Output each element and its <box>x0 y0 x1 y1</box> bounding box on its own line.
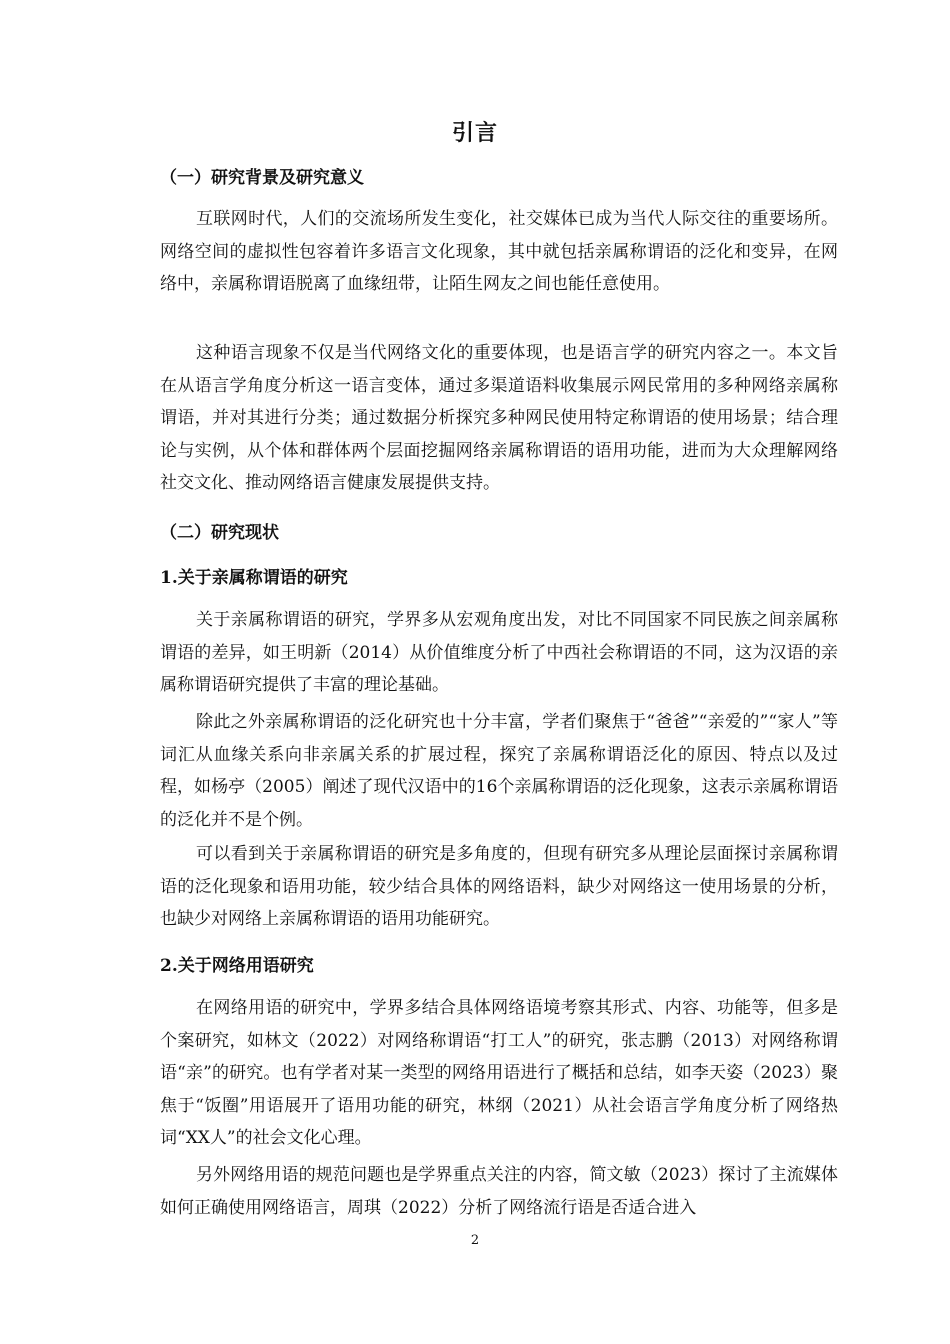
paragraph-internet-1: 在网络用语的研究中，学界多结合具体网络语境考察其形式、内容、功能等，但多是个案研究，如林文（2022）对网络称谓语“打工人”的研究，张志鹏（2013）对网络称谓语“亲”的研究。也有学者对某一类型的网络用语进行了概括和总结，如李天姿（2023）聚焦于“饭圈”用语展开了语用功能的研究，林纲（2021）从社会语言学角度分析了网络热词“XX人”的社会文化心理。 <box>160 998 838 1149</box>
subsection-heading-kinship: 1.关于亲属称谓语的研究 <box>160 568 348 588</box>
page-number: 2 <box>470 1233 480 1248</box>
section-heading-status: （二）研究现状 <box>160 523 279 543</box>
paragraph-internet-2: 另外网络用语的规范问题也是学界重点关注的内容，简文敏（2023）探讨了主流媒体如何正确使用网络语言，周琪（2022）分析了网络流行语是否适合进入 <box>160 1165 838 1218</box>
section-heading-background: （一）研究背景及研究意义 <box>160 168 364 188</box>
paragraph-background-1: 互联网时代，人们的交流场所发生变化，社交媒体已成为当代人际交往的重要场所。网络空间的虚拟性包容着许多语言文化现象，其中就包括亲属称谓语的泛化和变异，在网络中，亲属称谓语脱离了血缘纽带，让陌生网友之间也能任意使用。 <box>160 209 838 295</box>
paragraph-background-2: 这种语言现象不仅是当代网络文化的重要体现，也是语言学的研究内容之一。本文旨在从语言学角度分析这一语言变体，通过多渠道语料收集展示网民常用的多种网络亲属称谓语，并对其进行分类；通过数据分析探究多种网民使用特定称谓语的使用场景；结合理论与实例，从个体和群体两个层面挖掘网络亲属称谓语的语用功能，进而为大众理解网络社交文化、推动网络语言健康发展提供支持。 <box>160 343 838 494</box>
paragraph-kinship-1: 关于亲属称谓语的研究，学界多从宏观角度出发，对比不同国家不同民族之间亲属称谓语的差异，如王明新（2014）从价值维度分析了中西社会称谓语的不同，这为汉语的亲属称谓语研究提供了丰富的理论基础。 <box>160 610 838 696</box>
page-title: 引言 <box>451 121 498 146</box>
subsection-heading-internet: 2.关于网络用语研究 <box>160 956 314 976</box>
paragraph-kinship-3: 可以看到关于亲属称谓语的研究是多角度的，但现有研究多从理论层面探讨亲属称谓语的泛化现象和语用功能，较少结合具体的网络语料，缺少对网络这一使用场景的分析，也缺少对网络上亲属称谓语的语用功能研究。 <box>160 844 838 930</box>
paragraph-kinship-2: 除此之外亲属称谓语的泛化研究也十分丰富，学者们聚焦于“爸爸”“亲爱的”“家人”等词汇从血缘关系向非亲属关系的扩展过程，探究了亲属称谓语泛化的原因、特点以及过程，如杨亭（2005）阐述了现代汉语中的16个亲属称谓语的泛化现象，这表示亲属称谓语的泛化并不是个例。 <box>160 712 838 830</box>
